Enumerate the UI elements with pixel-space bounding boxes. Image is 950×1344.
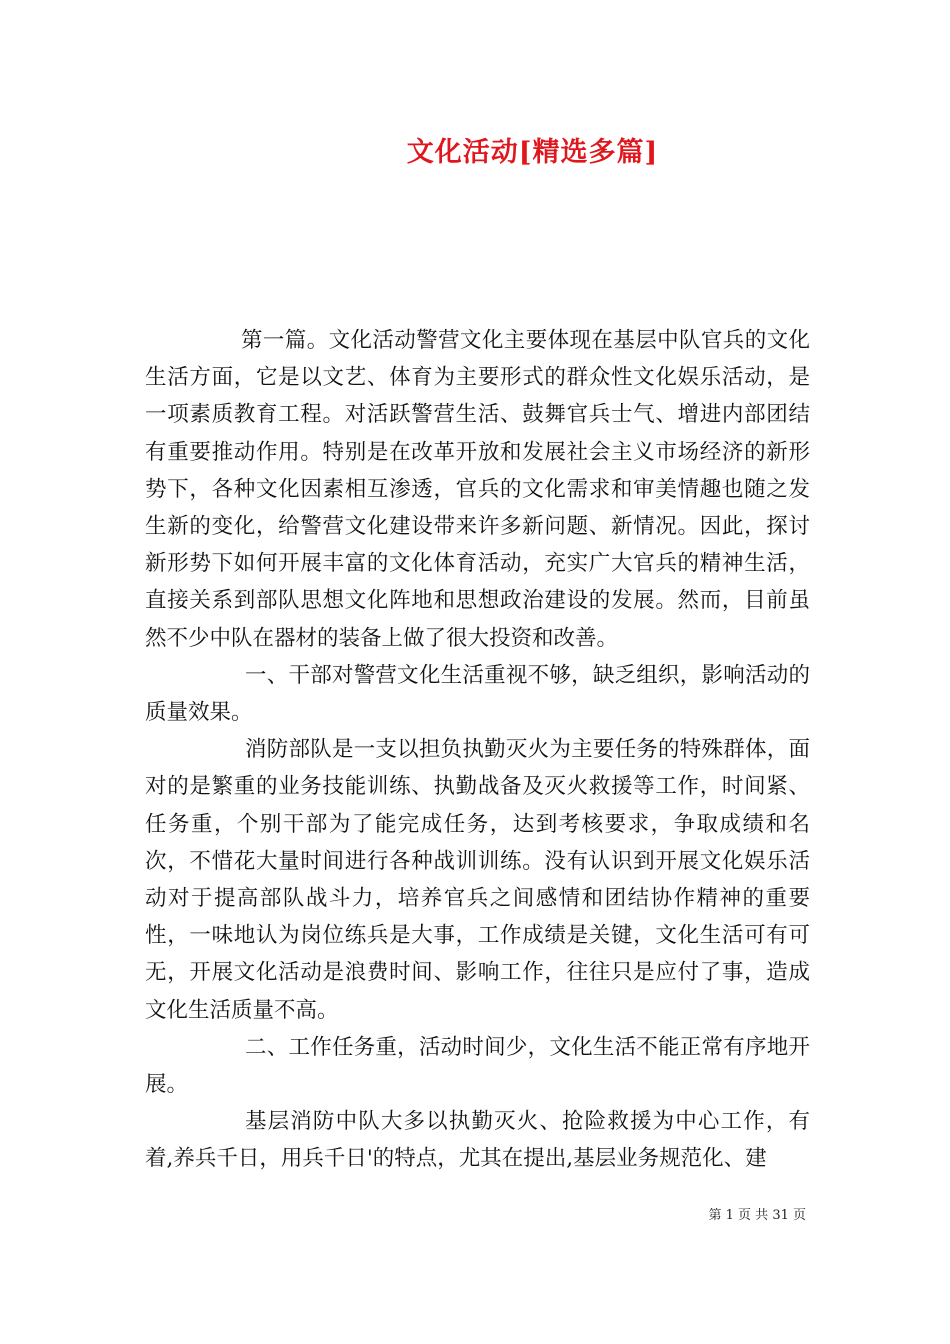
paragraph-4-heading: 二、工作任务重，活动时间少，文化生活不能正常有序地开展。 (145, 1034, 810, 1098)
document-body (145, 322, 810, 1178)
paragraph-2-heading: 一、干部对警营文化生活重视不够，缺乏组织，影响活动的质量效果。 (145, 662, 810, 726)
page-footer: 第 1 页 共 31 页 (708, 1208, 806, 1223)
paragraph-3: 消防部队是一支以担负执勤灭火为主要任务的特殊群体，面对的是繁重的业务技能训练、执勤战备及灭火救援等工作，时间紧、任务重，个别干部为了能完成任务，达到考核要求，争取成绩和名次，不惜花大量时间进行各种战训训练。没有认识到开展文化娱乐活动对于提高部队战斗力，培养官兵之间感情和团结协作精神的重要性，一味地认为岗位练兵是大事，工作成绩是关键，文化生活可有可无，开展文化活动是浪费时间、影响工作，往往只是应付了事，造成文化生活质量不高。 (145, 737, 810, 1023)
document-title: 文化活动[精选多篇] (406, 137, 659, 168)
paragraph-5: 基层消防中队大多以执勤灭火、抢险救援为中心工作，有着,养兵千日，用兵千日'的特点，尤其在提出,基层业务规范化、建 (145, 1109, 810, 1172)
paragraph-1: 第一篇。文化活动警营文化主要体现在基层中队官兵的文化生活方面，它是以文艺、体育为主要形式的群众性文化娱乐活动，是一项素质教育工程。对活跃警营生活、鼓舞官兵士气、增进内部团结有重要推动作用。特别是在改革开放和发展社会主义市场经济的新形势下，各种文化因素相互渗透，官兵的文化需求和审美情趣也随之发生新的变化，给警营文化建设带来许多新问题、新情况。因此，探讨新形势下如何开展丰富的文化体育活动，充实广大官兵的精神生活，直接关系到部队思想文化阵地和思想政治建设的发展。然而，目前虽然不少中队在器材的装备上做了很大投资和改善。 (145, 328, 810, 651)
